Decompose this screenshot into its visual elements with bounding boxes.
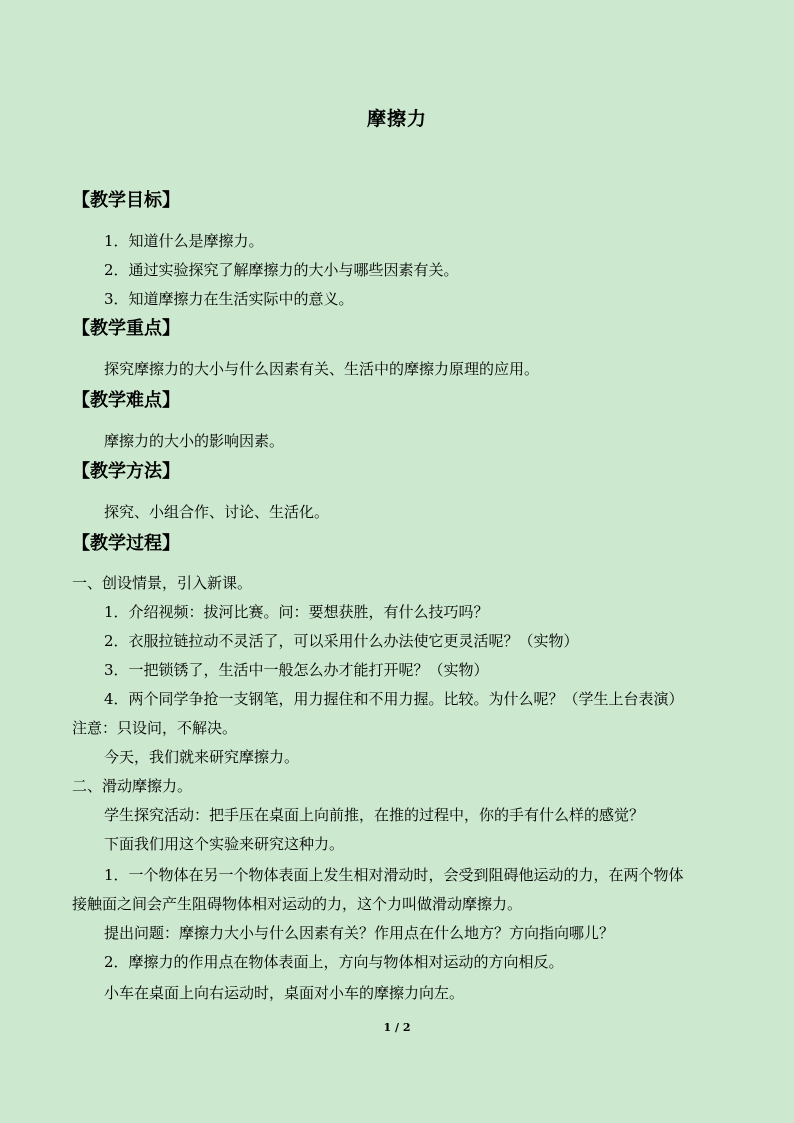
objective-item: 1．知道什么是摩擦力。: [104, 232, 264, 250]
process-line: 1．一个物体在另一个物体表面上发生相对滑动时，会受到阻碍他运动的力，在两个物体: [104, 866, 684, 884]
methods-heading: 【教学方法】: [72, 461, 180, 482]
process-line: 4．两个同学争抢一支钢笔，用力握住和不用力握。比较。为什么呢？（学生上台表演）: [104, 690, 684, 708]
process-line: 注意：只设问，不解决。: [72, 719, 238, 737]
process-line: 3．一把锁锈了，生活中一般怎么办才能打开呢？（实物）: [104, 661, 489, 679]
process-line: 今天，我们就来研究摩擦力。: [104, 748, 300, 766]
page-title: 摩擦力: [366, 108, 427, 130]
difficulties-heading: 【教学难点】: [72, 390, 180, 411]
process-line: 2．衣服拉链拉动不灵活了，可以采用什么办法使它更灵活呢？（实物）: [104, 632, 579, 650]
process-line: 下面我们用这个实验来研究这种力。: [104, 835, 345, 853]
page-number: 1 / 2: [383, 1021, 411, 1034]
process-heading: 【教学过程】: [72, 533, 180, 554]
process-line: 二、滑动摩擦力。: [72, 777, 193, 795]
objective-item: 3．知道摩擦力在生活实际中的意义。: [104, 290, 354, 308]
process-line: 2．摩擦力的作用点在物体表面上，方向与物体相对运动的方向相反。: [104, 953, 564, 971]
process-line: 1．介绍视频：拔河比赛。问：要想获胜，有什么技巧吗？: [104, 603, 489, 621]
key-points-text: 探究摩擦力的大小与什么因素有关、生活中的摩擦力原理的应用。: [104, 360, 540, 378]
difficulties-text: 摩擦力的大小的影响因素。: [104, 432, 285, 450]
process-line: 小车在桌面上向右运动时，桌面对小车的摩擦力向左。: [104, 984, 465, 1002]
objectives-heading: 【教学目标】: [72, 190, 180, 211]
objective-item: 2．通过实验探究了解摩擦力的大小与哪些因素有关。: [104, 261, 459, 279]
key-points-heading: 【教学重点】: [72, 318, 180, 339]
process-line: 接触面之间会产生阻碍物体相对运动的力，这个力叫做滑动摩擦力。: [72, 895, 523, 913]
process-line: 提出问题：摩擦力大小与什么因素有关？作用点在什么地方？方向指向哪儿？: [104, 924, 615, 942]
methods-text: 探究、小组合作、讨论、生活化。: [104, 503, 330, 521]
process-line: 一、创设情景，引入新课。: [72, 574, 253, 592]
process-line: 学生探究活动：把手压在桌面上向前推，在推的过程中，你的手有什么样的感觉？: [104, 806, 645, 824]
